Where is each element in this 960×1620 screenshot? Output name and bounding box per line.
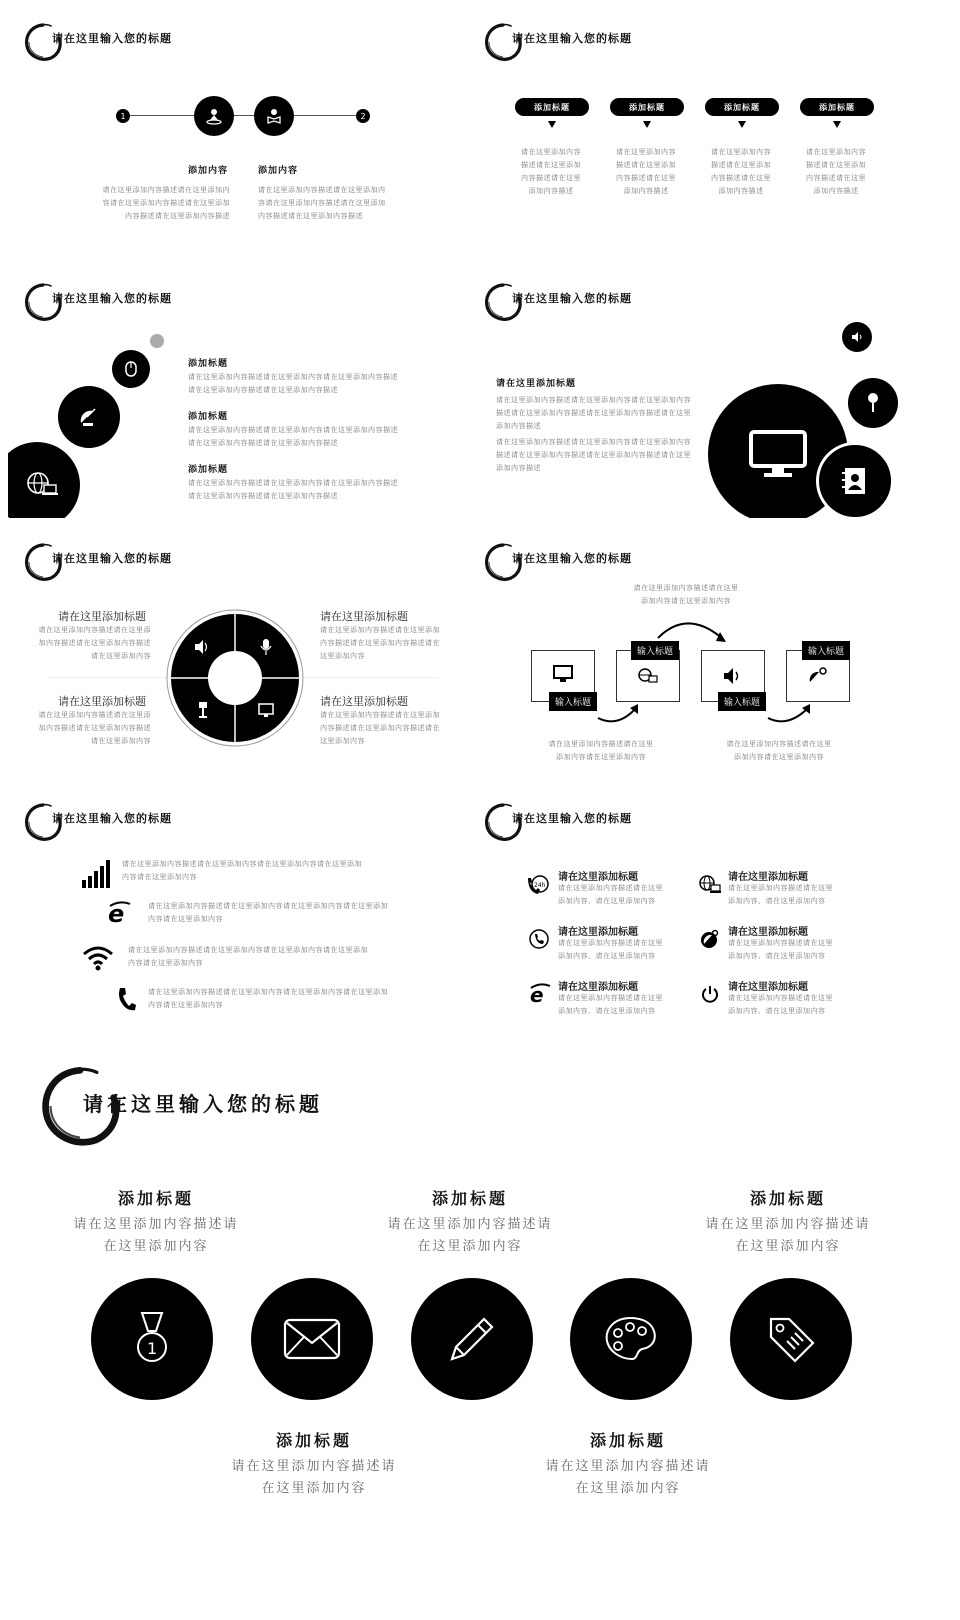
svg-text:1: 1	[147, 1339, 158, 1358]
bottom-item-1-title: 添加标题	[275, 1431, 352, 1450]
bottom-item-2-title: 添加标题	[589, 1431, 666, 1450]
item-2-desc: 请在这里添加内容描述请在这里添加内容请在这里添加内容请在这里添加内容请在这里添加内容	[148, 902, 388, 923]
phone-circle-icon	[528, 928, 550, 950]
label-pill-2: 添加标题	[610, 98, 684, 116]
person-book-icon	[254, 96, 294, 136]
slide-title: 请在这里输入您的标题	[52, 292, 172, 305]
item-4-title: 请在这里添加标题	[320, 696, 408, 708]
speaker-icon	[842, 322, 872, 352]
step-marker-1: 1	[116, 109, 130, 123]
item-2-title: 请在这里添加标题	[728, 872, 808, 883]
quadrant-ring	[165, 608, 305, 748]
item-2-desc: 请在这里添加内容描述请在这里添加内容请在这里添加内容描述请在这里添加内容描述请在这里添加内容描述	[188, 426, 398, 447]
microphone-icon	[848, 378, 898, 428]
pill-2-desc: 请在这里添加内容描述请在这里添加内容描述请在这里添加内容描述	[616, 148, 676, 195]
item-2-desc: 请在这里添加内容描述请在这里添加内容、请在这里添加内容	[728, 884, 833, 905]
arrow-down-icon	[548, 121, 556, 128]
top-item-2-line1: 请在这里添加内容描述请	[387, 1217, 553, 1232]
slide-title: 请在这里输入您的标题	[512, 292, 632, 305]
item-3-desc: 请在这里添加内容描述请在这里添加内容请在这里添加内容描述请在这里添加内容描述请在这里添加内容描述	[188, 479, 398, 500]
top-item-3-line1: 请在这里添加内容描述请	[705, 1217, 871, 1232]
input-title-tag-3: 输入标题	[718, 692, 766, 711]
item-1-desc: 请在这里添加内容描述请在这里添加内容、请在这里添加内容	[558, 884, 663, 905]
label-pill-3: 添加标题	[705, 98, 779, 116]
item-2-desc: 请在这里添加内容描述请在这里添加内容描述请在这里添加内容描述请在这里添加内容	[320, 626, 440, 660]
phone-icon	[116, 986, 136, 1016]
internet-explorer-icon	[528, 982, 552, 1006]
grey-dot	[150, 334, 164, 348]
bottom-item-1-line1: 请在这里添加内容描述请	[231, 1459, 397, 1474]
slide-1	[8, 8, 458, 258]
item-1-title: 添加标题	[188, 359, 229, 369]
slide-8	[468, 788, 918, 1038]
slide-6	[468, 528, 918, 778]
svg-text:e: e	[108, 900, 125, 928]
bottom-item-1-line2: 在这里添加内容	[261, 1481, 367, 1496]
top-item-1-title: 添加标题	[117, 1189, 194, 1208]
item-1-desc: 请在这里添加内容描述请在这里添加内容描述请在这里添加内容描述请在这里添加内容	[38, 626, 151, 660]
pill-3-desc: 请在这里添加内容描述请在这里添加内容描述请在这里添加内容描述	[711, 148, 771, 195]
bottom-item-2-line2: 在这里添加内容	[575, 1481, 681, 1496]
item-1-title: 添加内容	[188, 166, 229, 176]
slide-7	[8, 788, 458, 1038]
item-4-desc: 请在这里添加内容描述请在这里添加内容请在这里添加内容请在这里添加内容请在这里添加内容	[148, 988, 388, 1009]
phone-24h-icon	[526, 874, 550, 896]
mouse-icon	[112, 350, 150, 388]
arrow-down-icon	[833, 121, 841, 128]
item-2-title: 添加标题	[188, 412, 229, 422]
signal-bars-icon	[82, 858, 114, 888]
item-4-title: 请在这里添加标题	[728, 927, 808, 938]
item-1-desc: 请在这里添加内容描述请在这里添加内容请在这里添加内容请在这里添加内容请在这里添加内容	[122, 860, 362, 881]
bottom-desc-1: 请在这里添加内容描述请在这里添加内容请在这里添加内容	[548, 740, 654, 761]
arrow-down-icon	[738, 121, 746, 128]
item-1-title: 请在这里添加标题	[58, 611, 146, 623]
power-icon	[700, 984, 720, 1004]
slide-title: 请在这里输入您的标题	[512, 32, 632, 45]
item-4-desc: 请在这里添加内容描述请在这里添加内容描述请在这里添加内容描述请在这里添加内容	[320, 711, 440, 745]
flow-arrows	[468, 528, 918, 778]
slide-4	[468, 268, 918, 518]
item-3-title: 请在这里添加标题	[58, 696, 146, 708]
internet-explorer-icon	[106, 900, 132, 928]
slide-title: 请在这里输入您的标题	[52, 552, 172, 565]
step-marker-2: 2	[356, 109, 370, 123]
item-1-desc: 请在这里添加内容描述请在这里添加内容请在这里添加内容描述请在这里添加内容描述请在这里添加内容描述	[102, 186, 230, 220]
item-6-title: 请在这里添加标题	[728, 982, 808, 993]
bottom-item-2-line1: 请在这里添加内容描述请	[545, 1459, 711, 1474]
top-item-2-title: 添加标题	[431, 1189, 508, 1208]
item-1-desc: 请在这里添加内容描述请在这里添加内容请在这里添加内容描述请在这里添加内容描述请在这里添加内容描述	[188, 373, 398, 394]
location-person-icon	[194, 96, 234, 136]
item-5-title: 请在这里添加标题	[558, 982, 638, 993]
svg-text:e: e	[530, 983, 544, 1006]
top-desc: 请在这里添加内容描述请在这里添加内容请在这里添加内容	[633, 584, 739, 605]
svg-text:24h: 24h	[534, 882, 546, 889]
pill-4-desc: 请在这里添加内容描述请在这里添加内容描述请在这里添加内容描述	[806, 148, 866, 195]
globe-laptop-icon	[8, 442, 80, 518]
slide-title: 请在这里输入您的标题	[512, 812, 632, 825]
item-6-desc: 请在这里添加内容描述请在这里添加内容、请在这里添加内容	[728, 994, 833, 1015]
slide-2	[468, 8, 918, 258]
item-3-desc: 请在这里添加内容描述请在这里添加内容、请在这里添加内容	[558, 939, 663, 960]
price-tag-icon	[730, 1278, 852, 1400]
globe-laptop-icon	[698, 874, 722, 896]
top-item-3-title: 添加标题	[749, 1189, 826, 1208]
content-heading: 请在这里添加标题	[496, 379, 577, 389]
item-4-desc: 请在这里添加内容描述请在这里添加内容、请在这里添加内容	[728, 939, 833, 960]
top-item-3-line2: 在这里添加内容	[735, 1239, 841, 1254]
input-title-tag-4: 输入标题	[802, 641, 850, 660]
input-title-tag-2: 输入标题	[549, 692, 597, 711]
slide-title: 请在这里输入您的标题	[512, 552, 632, 565]
wifi-icon	[82, 944, 114, 972]
item-2-title: 添加内容	[258, 166, 299, 176]
slide-5	[8, 528, 458, 778]
slide-3	[8, 268, 458, 518]
bottom-desc-2: 请在这里添加内容描述请在这里添加内容请在这里添加内容	[726, 740, 832, 761]
content-para-1: 请在这里添加内容描述请在这里添加内容请在这里添加内容描述请在这里添加内容描述请在这里添加内容描述请在这里添加内容描述	[496, 396, 691, 430]
slide-title: 请在这里输入您的标题	[52, 812, 172, 825]
item-1-title: 请在这里添加标题	[558, 872, 638, 883]
medal-icon	[91, 1278, 213, 1400]
pencil-icon	[411, 1278, 533, 1400]
arrow-down-icon	[643, 121, 651, 128]
slide-title: 请在这里输入您的标题	[52, 32, 172, 45]
satellite-dish-icon	[698, 928, 720, 950]
item-3-desc: 请在这里添加内容描述请在这里添加内容请在这里添加内容请在这里添加内容请在这里添加内容	[128, 946, 368, 967]
top-item-2-line2: 在这里添加内容	[417, 1239, 523, 1254]
item-3-desc: 请在这里添加内容描述请在这里添加内容描述请在这里添加内容描述请在这里添加内容	[38, 711, 151, 745]
satellite-dish-icon	[58, 386, 120, 448]
pill-1-desc: 请在这里添加内容描述请在这里添加内容描述请在这里添加内容描述	[521, 148, 581, 195]
top-item-1-line2: 在这里添加内容	[103, 1239, 209, 1254]
item-3-title: 添加标题	[188, 465, 229, 475]
input-title-tag-1: 输入标题	[631, 641, 679, 660]
content-para-2: 请在这里添加内容描述请在这里添加内容请在这里添加内容描述请在这里添加内容描述请在这里添加内容描述请在这里添加内容描述	[496, 438, 691, 472]
top-item-1-line1: 请在这里添加内容描述请	[73, 1217, 239, 1232]
timeline-line	[124, 115, 364, 116]
item-3-title: 请在这里添加标题	[558, 927, 638, 938]
item-5-desc: 请在这里添加内容描述请在这里添加内容、请在这里添加内容	[558, 994, 663, 1015]
item-2-desc: 请在这里添加内容描述请在这里添加内容请在这里添加内容描述请在这里添加内容描述请在这里添加内容描述	[258, 186, 386, 220]
item-2-title: 请在这里添加标题	[320, 611, 408, 623]
label-pill-1: 添加标题	[515, 98, 589, 116]
palette-icon	[570, 1278, 692, 1400]
label-pill-4: 添加标题	[800, 98, 874, 116]
envelope-icon	[251, 1278, 373, 1400]
big-slide-title: 请在这里输入您的标题	[83, 1092, 323, 1116]
contact-book-icon	[816, 442, 894, 518]
